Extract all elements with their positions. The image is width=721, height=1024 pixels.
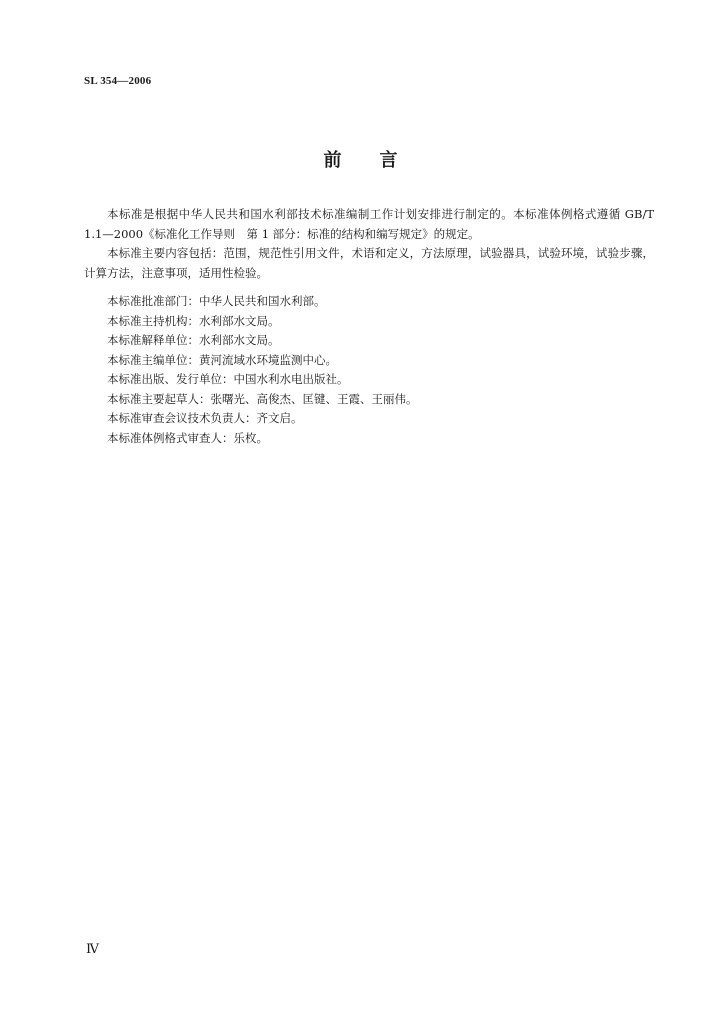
- info-chief-editor-unit: 本标准主编单位：黄河流域水环境监测中心。: [107, 352, 337, 367]
- info-drafters: 本标准主要起草人：张曙光、高俊杰、匡键、王霞、王丽伟。: [107, 391, 418, 406]
- info-format-reviewer: 本标准体例格式审查人：乐枚。: [107, 430, 268, 445]
- info-host-organization: 本标准主持机构：水利部水文局。: [107, 313, 280, 328]
- info-review-lead: 本标准审查会议技术负责人：齐文启。: [107, 411, 303, 425]
- page-title: 前言: [323, 150, 436, 171]
- info-interpretation-unit: 本标准解释单位：水利部水文局。: [107, 333, 280, 347]
- info-publisher: 本标准出版、发行单位：中国水利水电出版社。: [107, 372, 349, 386]
- paragraph-contents: 本标准主要内容包括：范围，规范性引用文件，术语和定义，方法原理，试验器具，试验环境，试验步骤，计算方法，注意事项，适用性检验。: [84, 246, 654, 280]
- info-approval-department: 本标准批准部门：中华人民共和国水利部。: [107, 294, 326, 308]
- standard-code: SL 354—2006: [84, 75, 152, 87]
- page-number: Ⅳ: [86, 941, 99, 956]
- foreword-body: [84, 205, 654, 448]
- section-gap: [84, 283, 654, 292]
- paragraph-intro: 本标准是根据中华人民共和国水利部技术标准编制工作计划安排进行制定的。本标准体例格式遵循 GB/T 1.1—2000《标准化工作导则 第 1 部分：标准的结构和编写规定》的规定。: [84, 207, 654, 241]
